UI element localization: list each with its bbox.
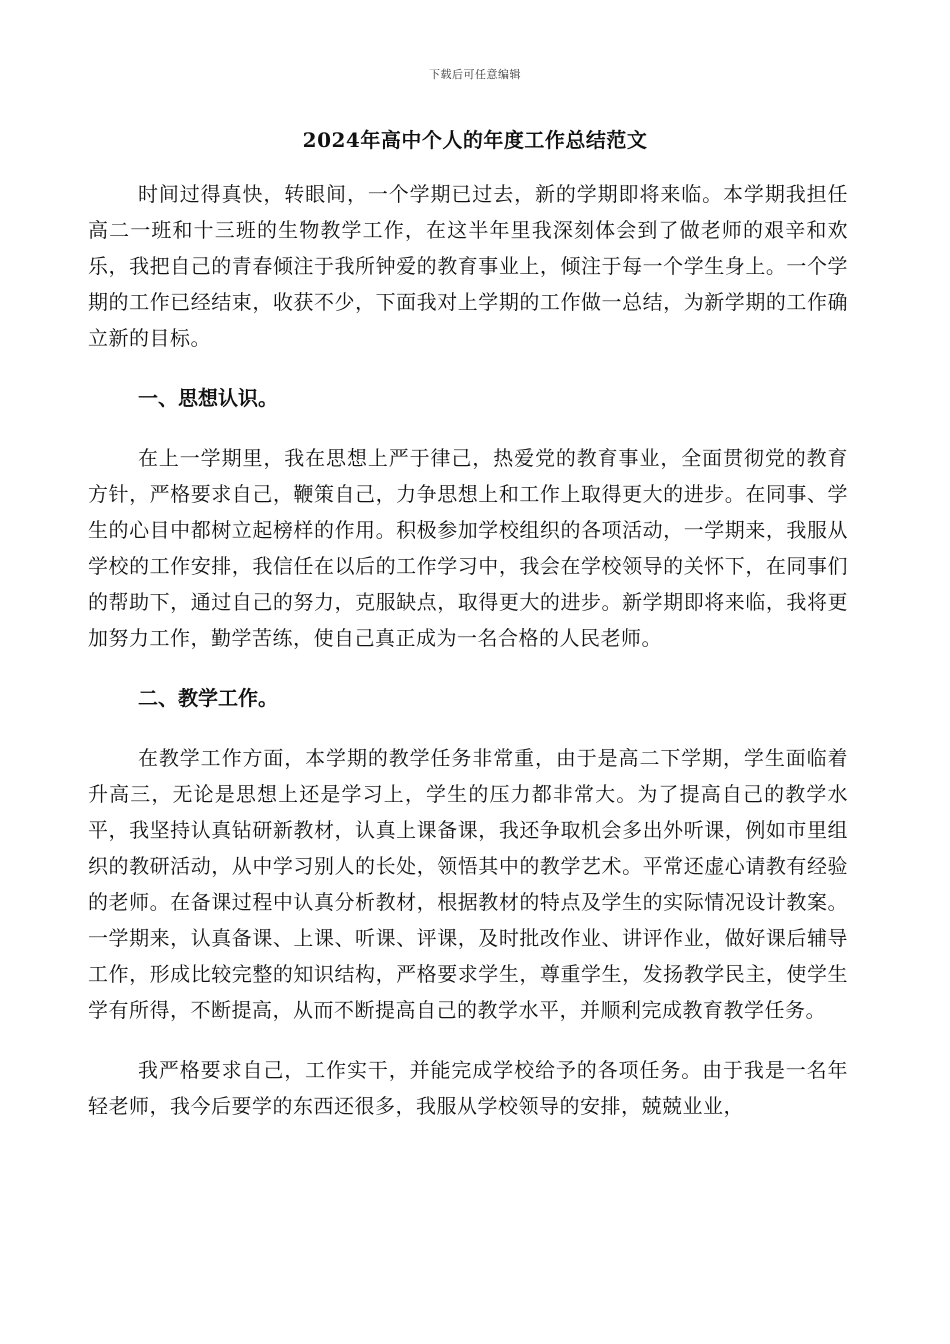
paragraph-3: 我严格要求自己，工作实干，并能完成学校给予的各项任务。由于我是一名年轻老师，我今后要学的东西还很多，我服从学校领导的安排，兢兢业业， (88, 1058, 848, 1118)
intro-paragraph: 时间过得真快，转眼间，一个学期已过去，新的学期即将来临。本学期我担任高二一班和十三班的生物教学工作，在这半年里我深刻体会到了做老师的艰辛和欢乐，我把自己的青春倾注于我所钟爱的教育事业上，倾注于每一个学生身上。一个学期的工作已经结束，收获不少，下面我对上学期的工作做一总结，为新学期的工作确立新的目标。 (88, 182, 848, 350)
paragraph-2: 在教学工作方面，本学期的教学任务非常重，由于是高二下学期，学生面临着升高三，无论是思想上还是学习上，学生的压力都非常大。为了提高自己的教学水平，我坚持认真钻研新教材，认真上课备课，我还争取机会多出外听课，例如市里组织的教研活动，从中学习别人的长处，领悟其中的教学艺术。平常还虚心请教有经验的老师。在备课过程中认真分析教材，根据教材的特点及学生的实际情况设计教案。一学期来，认真备课、上课、听课、评课，及时批改作业、讲评作业，做好课后辅导工作，形成比较完整的知识结构，严格要求学生，尊重学生，发扬教学民主，使学生学有所得，不断提高，从而不断提高自己的教学水平，并顺利完成教育教学任务。 (88, 746, 848, 1022)
header-note: 下载后可任意编辑 (429, 68, 521, 81)
paragraph-1: 在上一学期里，我在思想上严于律己，热爱党的教育事业，全面贯彻党的教育方针，严格要求自己，鞭策自己，力争思想上和工作上取得更大的进步。在同事、学生的心目中都树立起榜样的作用。积极参加学校组织的各项活动，一学期来，我服从学校的工作安排，我信任在以后的工作学习中，我会在学校领导的关怀下，在同事们的帮助下，通过自己的努力，克服缺点，取得更大的进步。新学期即将来临，我将更加努力工作，勤学苦练，使自己真正成为一名合格的人民老师。 (88, 446, 848, 650)
document-body (88, 176, 848, 1124)
section-heading-2: 二、教学工作。 (138, 686, 278, 710)
section-heading-1: 一、思想认识。 (138, 386, 278, 410)
document-title: 2024年高中个人的年度工作总结范文 (302, 128, 648, 152)
